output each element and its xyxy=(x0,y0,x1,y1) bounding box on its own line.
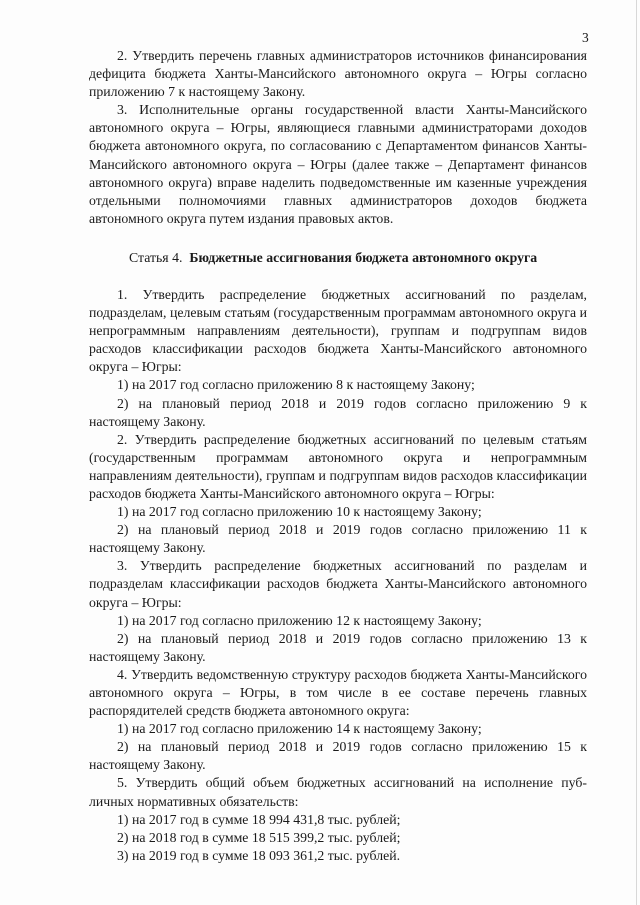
article-list-item: 1) на 2017 год согласно приложению 10 к настоящему Закону; xyxy=(117,504,482,520)
article-list-item: 1) на 2017 год согласно приложению 14 к настоящему Закону; xyxy=(117,721,482,737)
article-paragraph: 4. Утвердить ведомственную структуру расходов бюджета Ханты-Мансийского автономного округа – Югры, в том числе в ее составе перечень главных распорядителей средств бюджета автономного округа: xyxy=(89,666,587,719)
paragraph-3: 3. Исполнительные органы государственной власти Ханты-Мансийского автономного округа – Югры, являющиеся главными администраторами доходов бюджета автономного округа, по согласованию с Департаментом финансов Ханты-Мансийского автономного округа – Югры (далее также – Департамент финансов автономного округа) вправе наделить подведомственные им казенные учреждения отдельными полномочиями главных администраторов доходов бюджета автономного округа путем издания правовых актов. xyxy=(89,102,587,226)
article-paragraph: 3. Утвердить распределение бюджетных ассигнований по разделам и подразделам классификации расходов бюджета Ханты-Мансийского автономного округа – Югры: xyxy=(89,558,587,610)
article-paragraph: 2. Утвердить распределение бюджетных ассигнований по целевым статьям (государственным программам автономного округа и непрограммным направлениям деятельности), группам и подгруппам видов расходов классификации расходов бюджета Ханты-Мансийского автономного округа – Югры: xyxy=(89,431,587,501)
page-number: 3 xyxy=(582,30,589,45)
article-list-item: 2) на 2018 год в сумме 18 515 399,2 тыс. рублей; xyxy=(117,829,401,845)
page-edge xyxy=(636,0,637,905)
article-paragraph: 5. Утвердить общий объем бюджетных ассигнований на исполнение публичных нормативных обязательств: xyxy=(89,775,587,809)
article-title: Бюджетные ассигнования бюджета автономного округа xyxy=(189,249,538,265)
article-list-item: 1) на 2017 год согласно приложению 8 к настоящему Закону; xyxy=(117,377,475,393)
article-number: Статья 4. xyxy=(129,249,183,265)
article-list-item: 2) на плановый период 2018 и 2019 годов согласно приложению 15 к настоящему Закону. xyxy=(89,739,587,773)
paragraph-2: 2. Утвердить перечень главных администраторов источников финансирования дефицита бюджета Ханты-Мансийского автономного округа – Югры согласно приложению 7 к настоящему Закону. xyxy=(89,48,587,100)
article-list-item: 1) на 2017 год согласно приложению 12 к настоящему Закону; xyxy=(117,612,482,628)
article-list-item: 2) на плановый период 2018 и 2019 годов согласно приложению 9 к настоящему Закону. xyxy=(89,395,587,429)
document-body xyxy=(89,47,587,865)
article-list-item: 2) на плановый период 2018 и 2019 годов согласно приложению 11 к настоящему Закону. xyxy=(89,522,587,556)
article-heading xyxy=(89,249,587,267)
article-list-item: 2) на плановый период 2018 и 2019 годов согласно приложению 13 к настоящему Закону. xyxy=(89,630,587,664)
article-paragraph: 1. Утвердить распределение бюджетных ассигнований по разделам, подразделам, целевым статьям (государственным программам автономного округа и непрограммным направлениям деятельности), группам и подгруппам видов расходов классификации расходов бюджета Ханты-Мансийского автономного округа – Югры: xyxy=(89,286,587,375)
article-list-item: 3) на 2019 год в сумме 18 093 361,2 тыс. рублей. xyxy=(117,847,401,863)
article-list-item: 1) на 2017 год в сумме 18 994 431,8 тыс. рублей; xyxy=(117,811,401,827)
